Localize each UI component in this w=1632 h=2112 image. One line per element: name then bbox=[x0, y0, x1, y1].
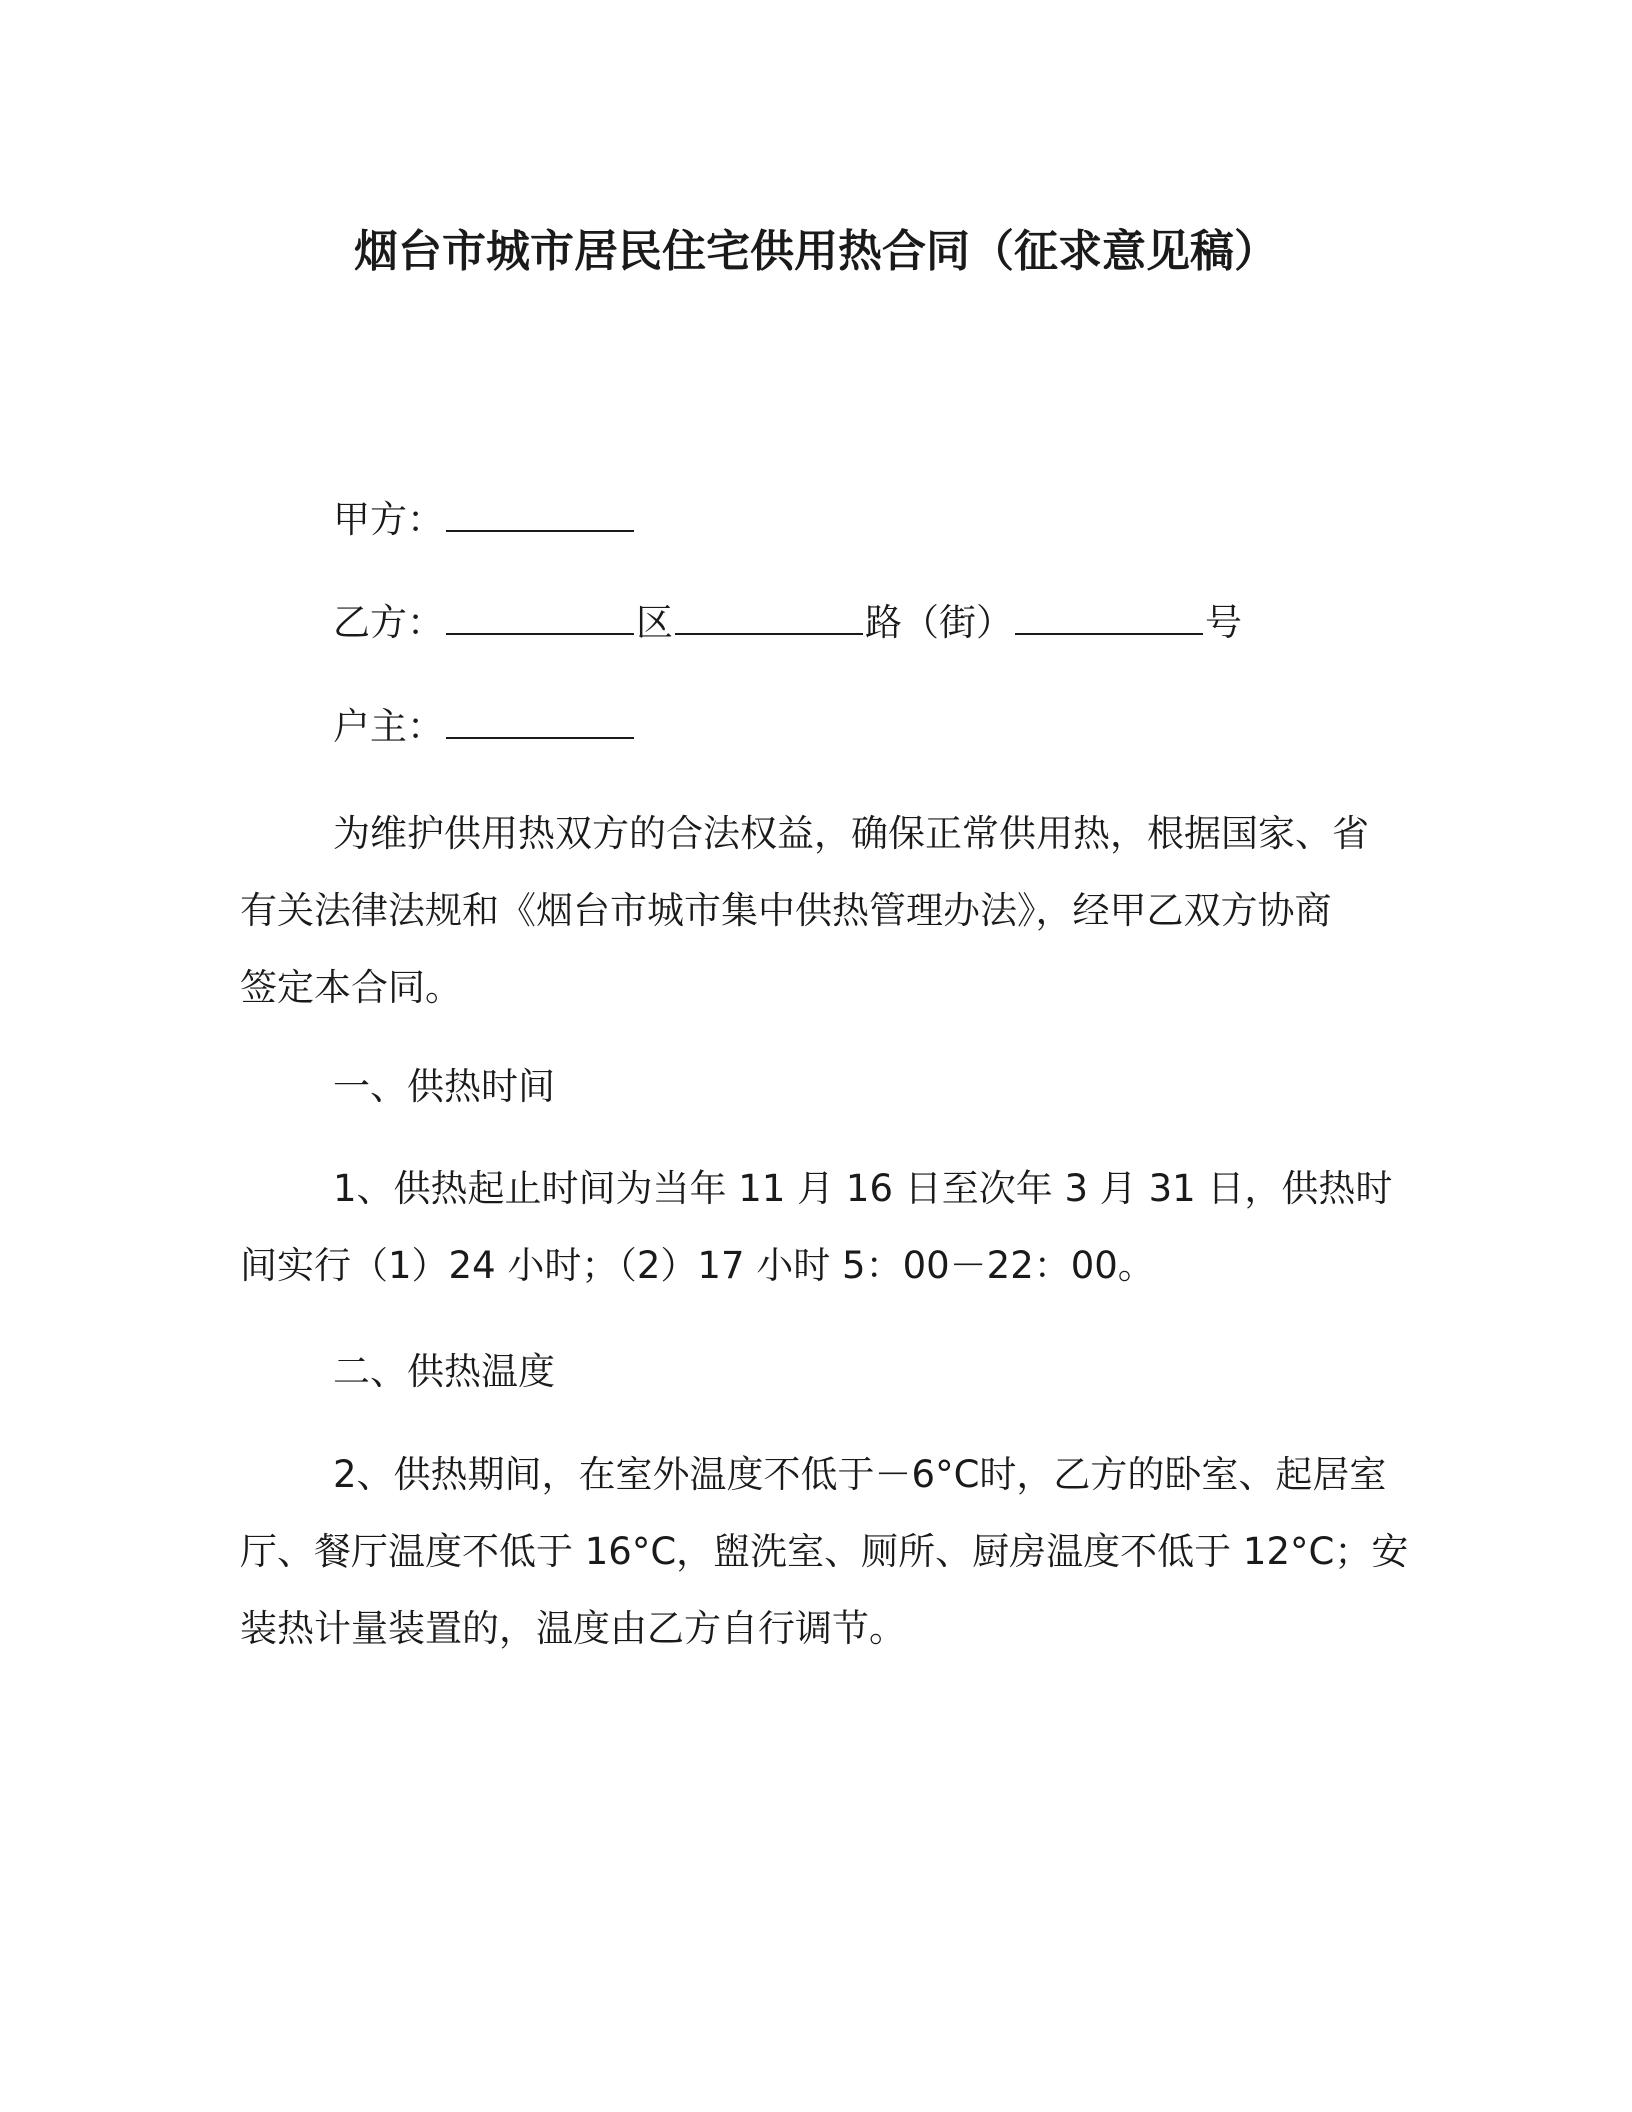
district-blank bbox=[675, 603, 863, 635]
item-1-line-1: 1、供热起止时间为当年 11 月 16 日至次年 3 月 31 日，供热时 bbox=[333, 1167, 1393, 1210]
section-2-item-2 bbox=[240, 1436, 1409, 1667]
section-1-item-1 bbox=[240, 1150, 1393, 1304]
item-2-line-1: 2、供热期间，在室外温度不低于－6°C时，乙方的卧室、起居室 bbox=[333, 1453, 1387, 1496]
party-b-label: 乙方： bbox=[333, 601, 444, 644]
item-2-line-2: 厅、餐厅温度不低于 16°C，盥洗室、厕所、厨房温度不低于 12°C；安 bbox=[240, 1530, 1409, 1573]
intro-paragraph bbox=[240, 795, 1380, 1026]
number-suffix: 号 bbox=[1205, 601, 1242, 644]
intro-line-3: 签定本合同。 bbox=[240, 966, 462, 1009]
intro-line-2: 有关法律法规和《烟台市城市集中供热管理办法》，经甲乙双方协商 bbox=[240, 889, 1332, 932]
party-a-blank bbox=[446, 500, 634, 532]
section-2-heading: 二、供热温度 bbox=[333, 1350, 555, 1393]
item-2-line-3: 装热计量装置的，温度由乙方自行调节。 bbox=[240, 1607, 906, 1650]
road-blank bbox=[1015, 603, 1203, 635]
party-a-label: 甲方： bbox=[333, 498, 444, 541]
document-title: 烟台市城市居民住宅供用热合同（征求意见稿） bbox=[354, 226, 1278, 277]
section-1-heading: 一、供热时间 bbox=[333, 1065, 555, 1108]
intro-line-1: 为维护供用热双方的合法权益，确保正常供用热，根据国家、省 bbox=[333, 812, 1369, 855]
party-a-line bbox=[333, 495, 636, 545]
road-suffix: 路（街） bbox=[865, 601, 1013, 644]
owner-label: 户主： bbox=[333, 705, 444, 748]
party-b-name-blank bbox=[446, 603, 634, 635]
item-1-line-2: 间实行（1）24 小时；（2）17 小时 5：00－22：00。 bbox=[240, 1244, 1155, 1287]
district-suffix: 区 bbox=[636, 601, 673, 644]
owner-blank bbox=[446, 707, 634, 739]
party-b-line bbox=[333, 598, 1242, 648]
owner-line bbox=[333, 702, 636, 752]
